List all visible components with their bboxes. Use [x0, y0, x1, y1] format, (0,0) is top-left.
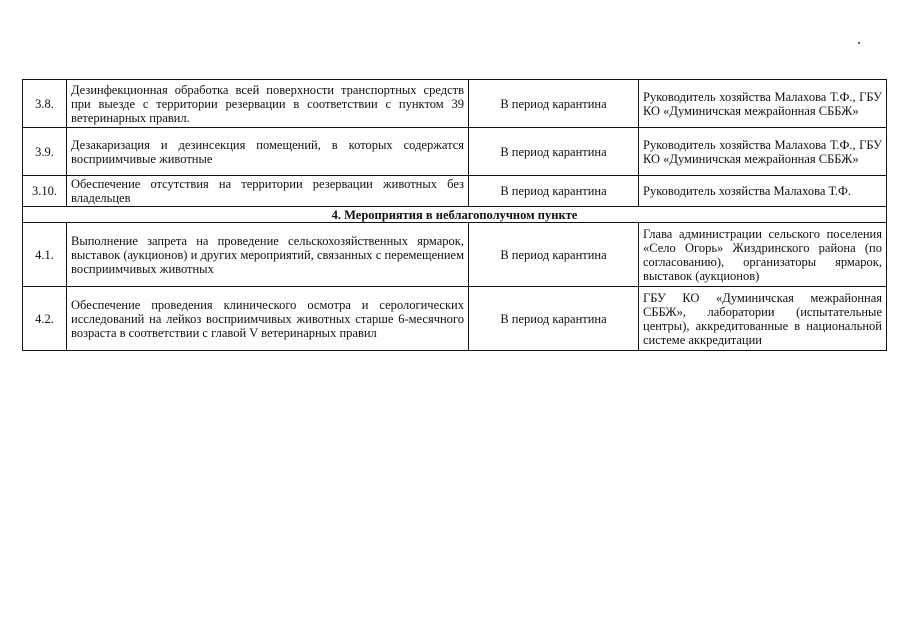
row-number: 3.10. — [23, 176, 67, 207]
row-term: В период карантина — [469, 223, 639, 287]
table-row — [23, 287, 887, 351]
table-row — [23, 223, 887, 287]
row-number: 3.9. — [23, 128, 67, 176]
table-row — [23, 176, 887, 207]
row-action: Дезакаризация и дезинсекция помещений, в которых содержатся восприимчивые животные — [67, 128, 469, 176]
row-responsible: ГБУ КО «Думиничская межрайонная СББЖ», лаборатории (испытательные центры), аккредитованные в национальной системе аккредитации — [639, 287, 887, 351]
row-term: В период карантина — [469, 287, 639, 351]
table-row — [23, 80, 887, 128]
row-responsible: Руководитель хозяйства Малахова Т.Ф. — [639, 176, 887, 207]
row-action: Обеспечение проведения клинического осмотра и серологических исследований на лейкоз восприимчивых животных старше 6-месячного возраста в соответствии с главой V ветеринарных правил — [67, 287, 469, 351]
row-responsible: Глава администрации сельского поселения «Село Огорь» Жиздринского района (по согласованию), организаторы ярмарок, выставок (аукционов) — [639, 223, 887, 287]
measures-table — [22, 79, 887, 351]
section-header-row — [23, 207, 887, 223]
table-row — [23, 128, 887, 176]
row-action: Дезинфекционная обработка всей поверхности транспортных средств при выезде с территории резервации в соответствии с пунктом 39 ветеринарных правил. — [67, 80, 469, 128]
section-title: 4. Мероприятия в неблагополучном пункте — [23, 207, 887, 223]
row-term: В период карантина — [469, 80, 639, 128]
row-responsible: Руководитель хозяйства Малахова Т.Ф., ГБУ КО «Думиничская межрайонная СББЖ» — [639, 80, 887, 128]
row-action: Обеспечение отсутствия на территории резервации животных без владельцев — [67, 176, 469, 207]
row-responsible: Руководитель хозяйства Малахова Т.Ф., ГБУ КО «Думиничская межрайонная СББЖ» — [639, 128, 887, 176]
row-number: 4.1. — [23, 223, 67, 287]
row-number: 4.2. — [23, 287, 67, 351]
row-term: В период карантина — [469, 128, 639, 176]
row-term: В период карантина — [469, 176, 639, 207]
row-number: 3.8. — [23, 80, 67, 128]
scan-speck — [858, 42, 860, 44]
row-action: Выполнение запрета на проведение сельскохозяйственных ярмарок, выставок (аукционов) и других мероприятий, связанных с перемещением восприимчивых животных — [67, 223, 469, 287]
